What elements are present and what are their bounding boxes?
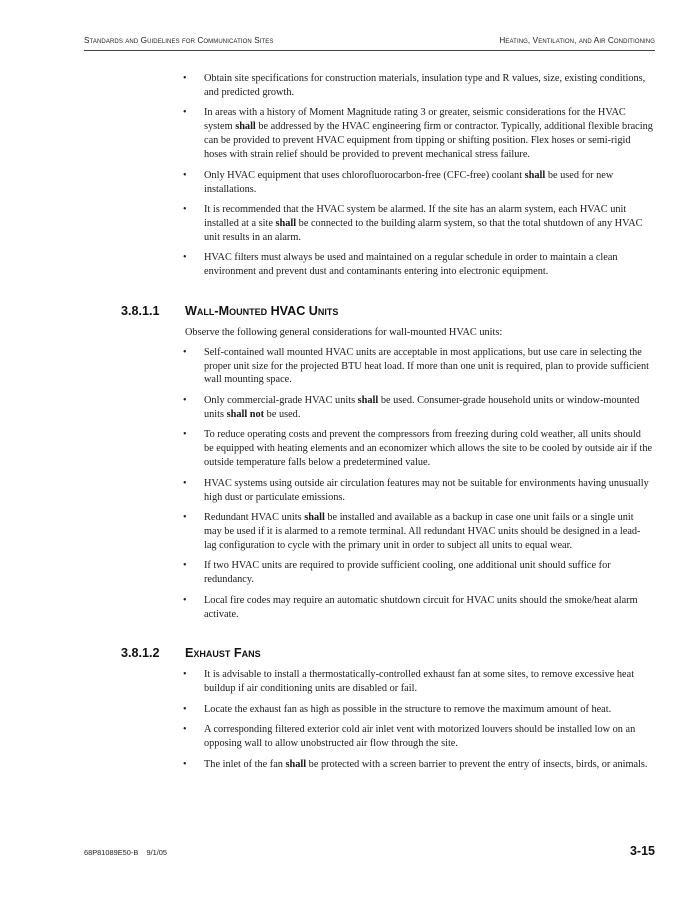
bullet-dot-icon: • (183, 169, 187, 181)
bullet-item (0, 723, 695, 751)
emphasis-text: shall (235, 121, 256, 133)
bullet-item (0, 703, 695, 717)
section-heading-wall-mounted (0, 304, 695, 326)
bullet-text: be installed and available as a backup in case one unit fails or a single unit may be used if it is alarmed to a remote terminal. All redundant HVAC units should be designed in a lead-lag configuration to cycle with the primary unit in order to subject all units to equal wear. (204, 512, 641, 551)
bullet-text: If two HVAC units are required to provide sufficient cooling, one additional unit should suffice for redundancy. (204, 560, 611, 586)
section-heading-exhaust-fans (0, 646, 695, 668)
bullet-text: It is advisable to install a thermostatically-controlled exhaust fan at some sites, to remove excessive heat buildup if air conditioning units are disabled or fail. (204, 669, 635, 695)
bullet-text: HVAC systems using outside air circulation features may not be suitable for environments having unusually high dust or particulate emissions. (204, 477, 649, 503)
bullet-item (0, 559, 695, 587)
bullet-dot-icon: • (183, 560, 187, 572)
bullet-text: Redundant HVAC units (204, 512, 305, 524)
bullet-dot-icon: • (183, 703, 187, 715)
section-intro: Observe the following general considerations for wall-mounted HVAC units: (185, 326, 503, 338)
bullet-item (0, 106, 695, 162)
section-number: 3.8.1.2 (121, 646, 160, 661)
bullet-text: To reduce operating costs and prevent the compressors from freezing during cold weather, all units should be equipped with heating elements and an economizer which allows the site to be cooled by outside air if the outside temperature falls below a predetermined value. (204, 429, 653, 469)
bullet-dot-icon: • (183, 346, 187, 358)
bullet-dot-icon: • (183, 724, 187, 736)
emphasis-text: shall not (226, 408, 265, 420)
header-left-title: Standards and Guidelines for Communication Sites (84, 36, 274, 45)
emphasis-text: shall (285, 758, 307, 770)
bullet-text: be addressed by the HVAC engineering firm or contractor. Typically, additional flexible bracing can be provided to prevent HVAC equipment from tipping or shifting position. Flex hoses or semi-rigid hoses with strain relief should be provided to prevent mechanical stress failure. (204, 121, 653, 161)
bullet-text: HVAC filters must always be used and maintained on a regular schedule in order to maintain a clean environment and prevent dust and contaminants entering into electronic equipment. (204, 252, 618, 278)
bullet-dot-icon: • (183, 429, 187, 441)
emphasis-text: shall (275, 217, 297, 229)
bullet-text: In areas with a history of Moment Magnitude rating 3 or greater, seismic considerations for the HVAC system (204, 107, 626, 133)
bullet-item (0, 394, 695, 422)
bullet-item (0, 477, 695, 505)
bullet-dot-icon: • (183, 477, 187, 489)
bullet-text: It is recommended that the HVAC system be alarmed. If the site has an alarm system, each HVAC unit installed at a site (204, 204, 627, 229)
section-title: Wall-Mounted HVAC Units (185, 303, 339, 318)
header-divider (84, 50, 655, 51)
bullet-dot-icon: • (183, 107, 187, 119)
emphasis-text: shall (524, 169, 546, 181)
bullet-dot-icon: • (183, 594, 187, 606)
bullet-dot-icon: • (183, 758, 187, 770)
page-body (0, 72, 695, 778)
bullet-item (0, 594, 695, 622)
bullet-text: Only commercial-grade HVAC units (204, 394, 358, 406)
footer-doc-id: 68P81089E50-B (84, 848, 139, 857)
bullet-text: be connected to the building alarm system, so that the total shutdown of any HVAC unit results in an alarm. (204, 217, 643, 243)
bullet-item (0, 251, 695, 279)
bullet-text: be protected with a screen barrier to prevent the entry of insects, birds, or animals. (306, 758, 648, 770)
bullet-item (0, 72, 695, 100)
bullet-text: A corresponding filtered exterior cold air inlet vent with motorized louvers should be installed low on an opposing wall to allow unobstructed air flow through the site. (204, 724, 636, 750)
emphasis-text: shall (304, 512, 325, 524)
bullet-item (0, 169, 695, 197)
bullet-item (0, 203, 695, 245)
header-right-title: Heating, Ventilation, and Air Conditioning (499, 36, 655, 45)
bullet-dot-icon: • (183, 204, 187, 216)
general-bullet-list (0, 72, 695, 279)
bullet-text: Only HVAC equipment that uses chlorofluorocarbon-free (CFC-free) coolant (204, 169, 525, 181)
page-number: 3-15 (629, 844, 655, 858)
bullet-dot-icon: • (183, 394, 187, 406)
emphasis-text: shall (357, 394, 379, 406)
bullet-item (0, 668, 695, 696)
wall-mounted-bullet-list (0, 346, 695, 622)
footer-doc-info (84, 848, 167, 857)
bullet-item (0, 346, 695, 388)
bullet-text: Local fire codes may require an automatic shutdown circuit for HVAC units should the smoke/heat alarm activate. (204, 594, 638, 620)
section-title: Exhaust Fans (185, 646, 261, 661)
bullet-text: Self-contained wall mounted HVAC units are acceptable in most applications, but use care in selecting the proper unit size for the projected BTU heat load. If more than one unit is required, plan to provide sufficient wall mounting space. (204, 346, 650, 386)
bullet-text: Locate the exhaust fan as high as possible in the structure to remove the maximum amount of heat. (204, 703, 612, 715)
bullet-text: be used. Consumer-grade household units or window-mounted units (204, 394, 640, 420)
bullet-text: The inlet of the fan (204, 758, 286, 770)
bullet-text: Obtain site specifications for construction materials, insulation type and R values, size, existing conditions, and predicted growth. (204, 73, 646, 98)
bullet-dot-icon: • (183, 73, 187, 84)
bullet-dot-icon: • (183, 252, 187, 264)
bullet-item (0, 758, 695, 772)
footer-date: 9/1/05 (146, 848, 168, 857)
section-number: 3.8.1.1 (121, 303, 160, 318)
bullet-dot-icon: • (183, 669, 187, 681)
bullet-item (0, 428, 695, 470)
bullet-dot-icon: • (183, 512, 187, 524)
bullet-item (0, 511, 695, 553)
exhaust-fans-bullet-list (0, 668, 695, 771)
bullet-text: be used. (264, 408, 301, 420)
bullet-text: be used for new installations. (204, 169, 614, 195)
running-header (84, 36, 655, 50)
